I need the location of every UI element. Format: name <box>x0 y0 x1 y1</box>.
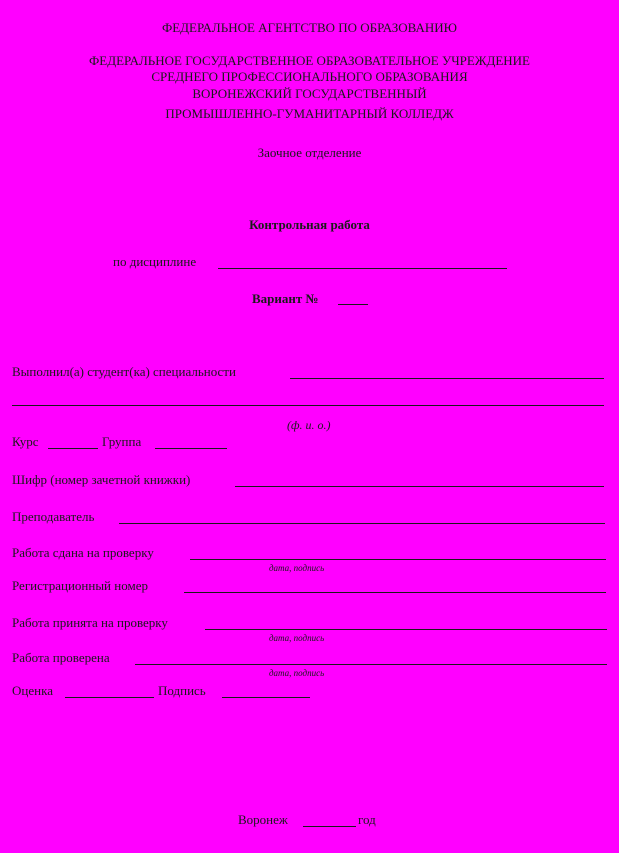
cipher-blank <box>235 486 604 487</box>
checked-hint: дата, подпись <box>269 668 325 678</box>
cipher-label: Шифр (номер зачетной книжки) <box>12 472 191 487</box>
institution-line-2: СРЕДНЕГО ПРОФЕССИОНАЛЬНОГО ОБРАЗОВАНИЯ <box>151 69 468 84</box>
agency-title: ФЕДЕРАЛЬНОЕ АГЕНТСТВО ПО ОБРАЗОВАНИЮ <box>161 20 458 35</box>
discipline-blank <box>218 268 507 269</box>
teacher-label: Преподаватель <box>12 509 95 524</box>
year-blank <box>303 826 356 827</box>
fio-hint: (ф. и. о.) <box>287 418 331 432</box>
variant-blank <box>338 304 368 305</box>
institution-line-1: ФЕДЕРАЛЬНОЕ ГОСУДАРСТВЕННОЕ ОБРАЗОВАТЕЛЬНОЕ УЧРЕЖДЕНИЕ <box>88 53 531 68</box>
accepted-label: Работа принята на проверку <box>12 615 168 630</box>
signature-blank <box>222 697 310 698</box>
institution-line-3: ВОРОНЕЖСКИЙ ГОСУДАРСТВЕННЫЙ <box>192 86 427 101</box>
department-label: Заочное отделение <box>257 145 362 160</box>
fio-blank <box>12 405 604 406</box>
submitted-label: Работа сдана на проверку <box>12 545 154 560</box>
city-label: Воронеж <box>238 812 288 827</box>
work-title: Контрольная работа <box>249 217 370 232</box>
course-label: Курс <box>12 434 39 449</box>
course-blank <box>48 448 98 449</box>
teacher-blank <box>119 523 605 524</box>
specialty-blank <box>290 378 604 379</box>
submitted-blank <box>190 559 606 560</box>
student-label: Выполнил(а) студент(ка) специальности <box>12 364 236 379</box>
checked-blank <box>135 664 607 665</box>
institution-line-4: ПРОМЫШЛЕННО-ГУМАНИТАРНЫЙ КОЛЛЕДЖ <box>165 106 454 121</box>
accepted-blank <box>205 629 607 630</box>
checked-label: Работа проверена <box>12 650 110 665</box>
year-label: год <box>358 812 376 827</box>
group-label: Группа <box>102 434 142 449</box>
grade-blank <box>65 697 154 698</box>
reg-number-blank <box>184 592 606 593</box>
group-blank <box>155 448 227 449</box>
discipline-label: по дисциплине <box>113 254 197 269</box>
reg-number-label: Регистрационный номер <box>12 578 148 593</box>
submitted-hint: дата, подпись <box>269 563 325 573</box>
signature-label: Подпись <box>158 683 206 698</box>
accepted-hint: дата, подпись <box>269 633 325 643</box>
variant-label: Вариант № <box>252 291 319 306</box>
grade-label: Оценка <box>12 683 53 698</box>
